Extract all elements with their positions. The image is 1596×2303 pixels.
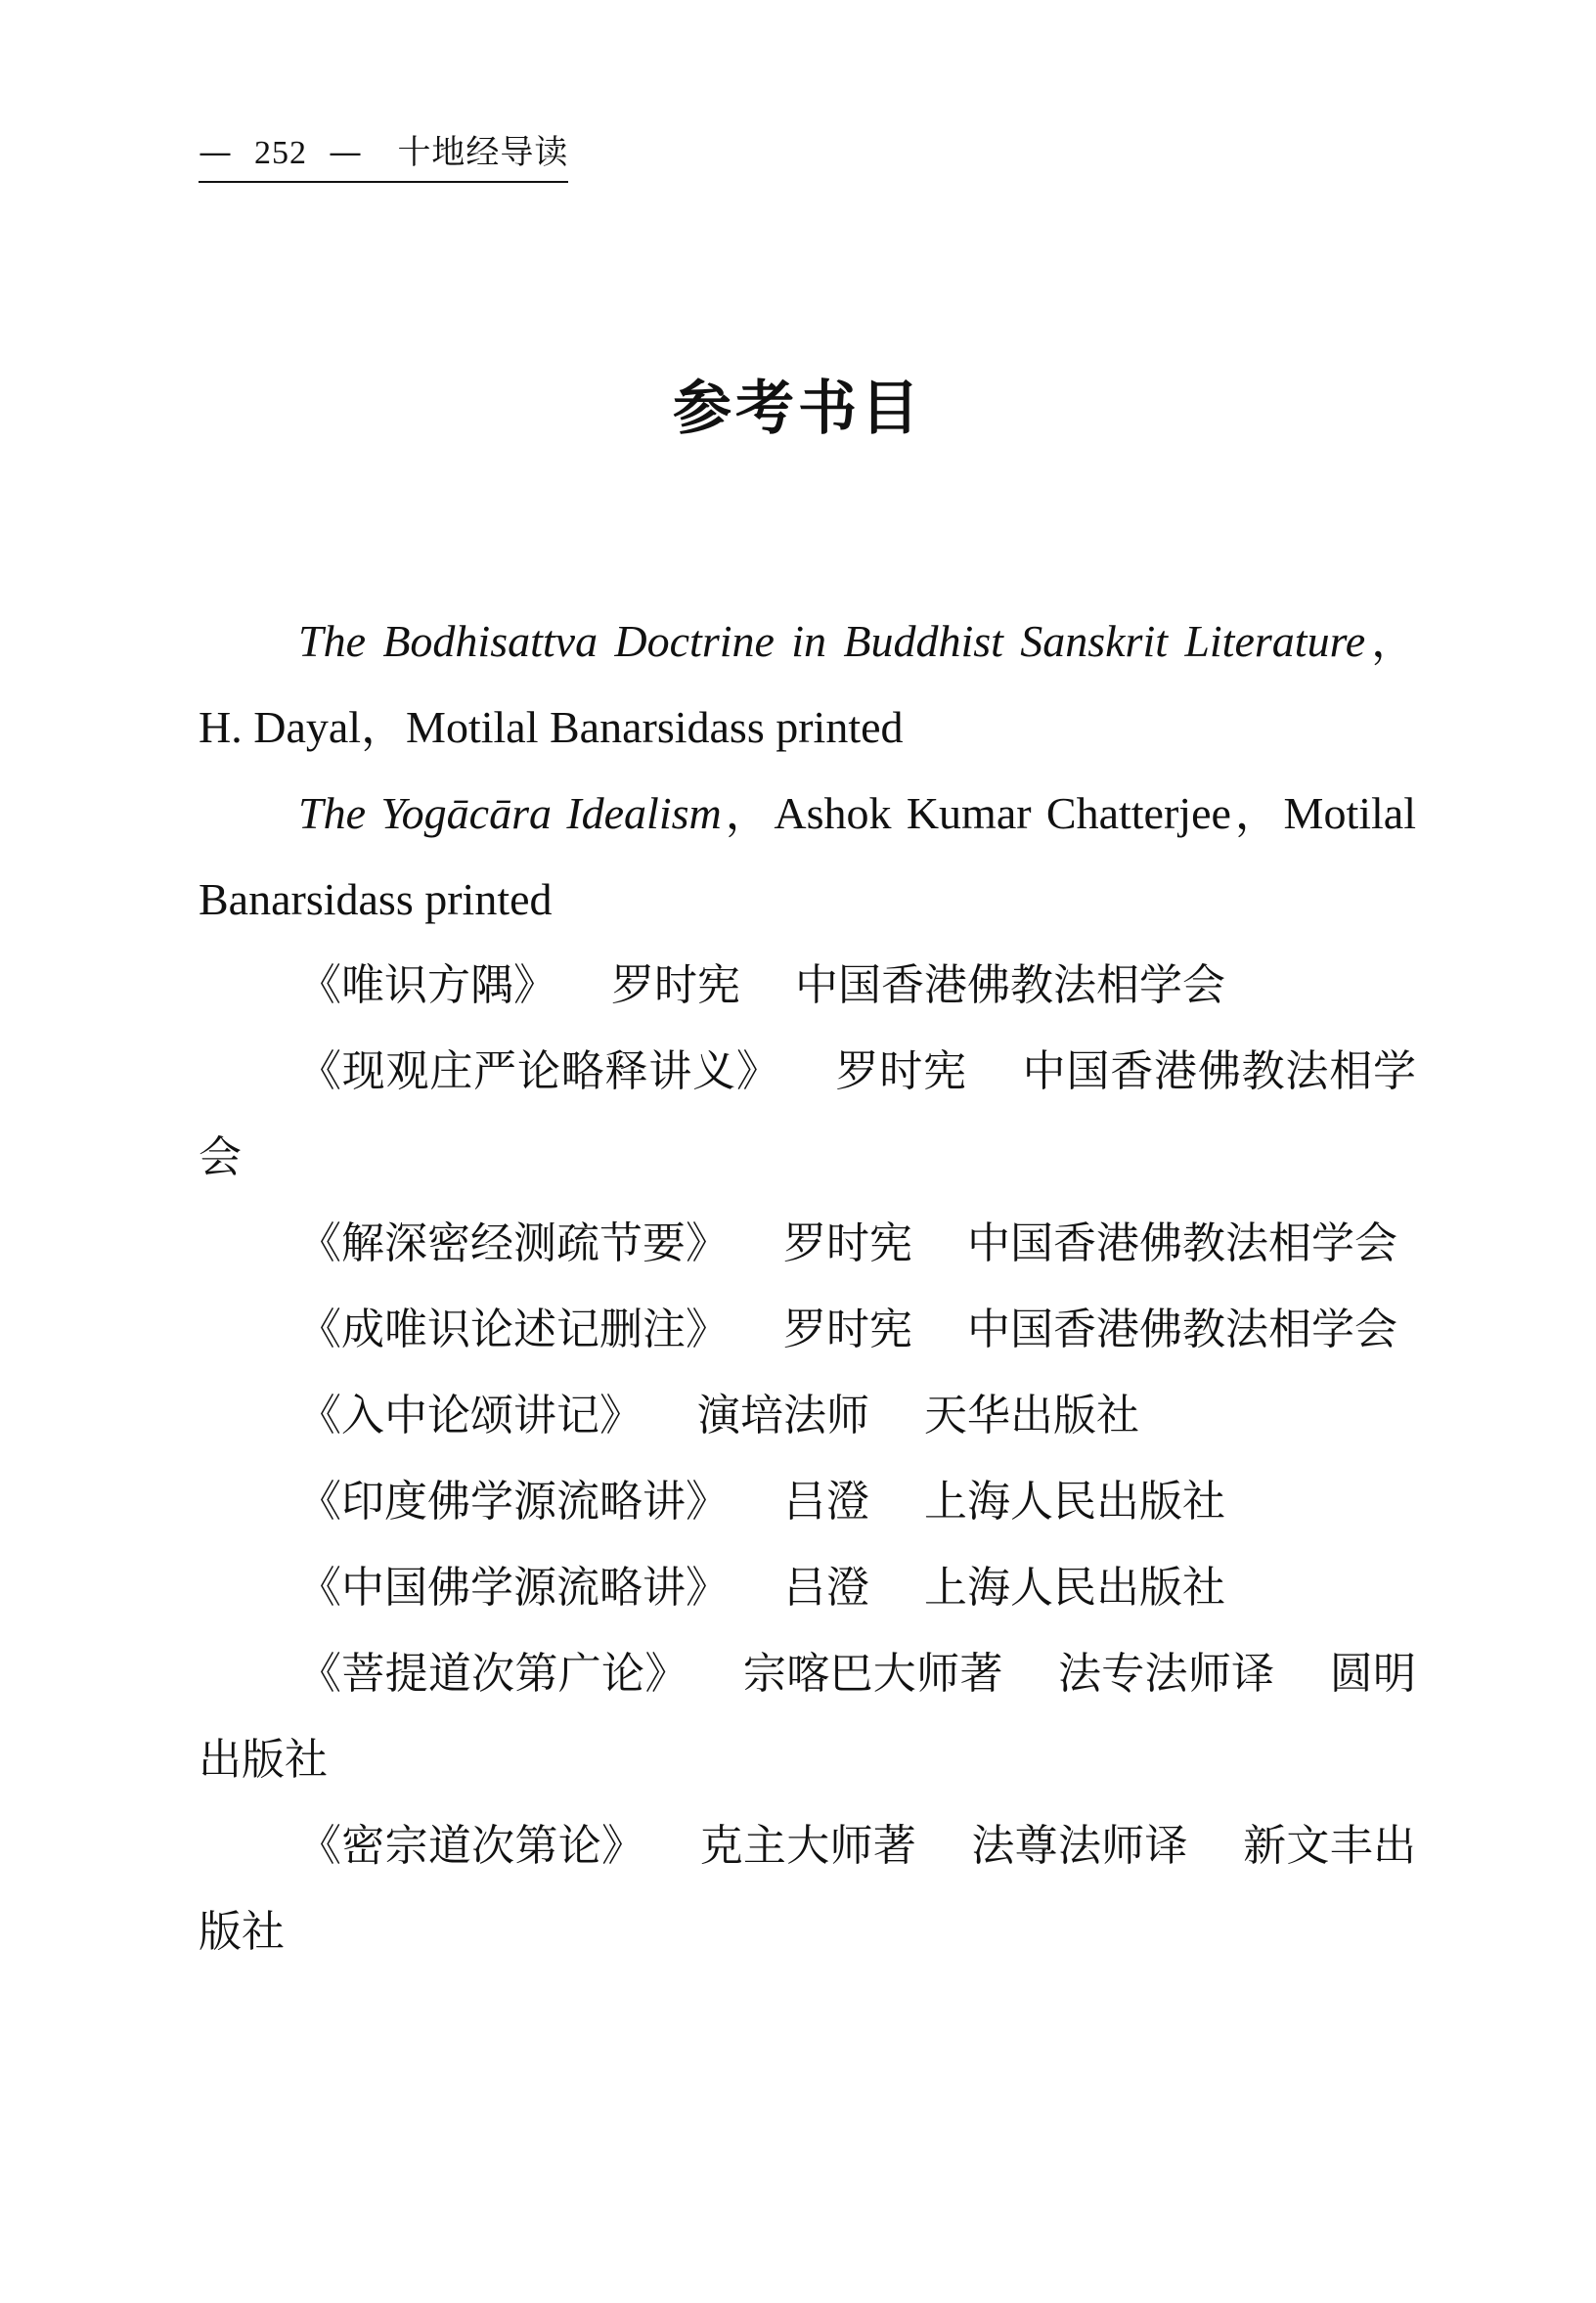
entry-author: 克主大师著: [699, 1821, 917, 1871]
entry-author: 罗时宪: [783, 1218, 912, 1268]
bibliography-entry: [199, 1201, 1416, 1287]
book-title: 十地经导读: [397, 133, 569, 172]
entry-details: ， H. Dayal，Motilal Banarsidass printed: [199, 616, 1417, 752]
bibliography-entry: [199, 1029, 1416, 1201]
entry-title: The Yogācāra Idealism: [298, 788, 722, 838]
bibliography-entry: [199, 943, 1416, 1029]
entry-author: 吕澄: [783, 1477, 869, 1527]
entry-publisher: 上海人民出版社: [924, 1477, 1225, 1527]
entry-title: 《中国佛学源流略讲》: [298, 1563, 729, 1613]
bibliography-entry: [199, 771, 1416, 943]
bibliography-list: [199, 598, 1416, 1975]
entry-author: 吕澄: [783, 1563, 869, 1613]
bibliography-entry: [199, 1459, 1416, 1545]
entry-author: 演培法师: [697, 1391, 869, 1440]
bibliography-entry: [199, 1373, 1416, 1459]
entry-title: 《密宗道次第论》: [298, 1821, 645, 1871]
header-dash-right: —: [329, 133, 363, 172]
bibliography-entry: [199, 598, 1416, 771]
running-header: [199, 129, 568, 183]
entry-translator: 法专法师译: [1057, 1649, 1275, 1699]
entry-publisher: 中国香港佛教法相学会: [795, 960, 1225, 1010]
entry-author: 罗时宪: [834, 1046, 967, 1096]
entry-publisher: 天华出版社: [924, 1391, 1139, 1440]
entry-translator: 法尊法师译: [971, 1821, 1188, 1871]
entry-publisher: 中国香港佛教法相学会: [967, 1305, 1397, 1354]
entry-publisher: 中国香港佛教法相学会: [967, 1218, 1397, 1268]
entry-title: 《唯识方隅》: [298, 960, 556, 1010]
entry-title: 《成唯识论述记删注》: [298, 1305, 729, 1354]
bibliography-entry: [199, 1803, 1416, 1975]
entry-title: The Bodhisattva Doctrine in Buddhist Sanskrit Literature: [298, 616, 1366, 666]
entry-title: 《解深密经测疏节要》: [298, 1218, 729, 1268]
entry-author: 罗时宪: [611, 960, 740, 1010]
page-number: 252: [254, 135, 307, 171]
header-dash-left: —: [199, 133, 233, 172]
entry-publisher: 圆明出版社: [199, 1649, 1417, 1785]
bibliography-entry: [199, 1545, 1416, 1631]
entry-details: ，Ashok Kumar Chatterjee，Motilal Banarsidass printed: [199, 788, 1416, 924]
entry-title: 《入中论颂讲记》: [298, 1391, 643, 1440]
entry-publisher: 中国香港佛教法相学会: [199, 1046, 1417, 1182]
entry-title: 《菩提道次第广论》: [298, 1649, 688, 1699]
section-title: 参考书目: [673, 375, 923, 443]
entry-publisher: 上海人民出版社: [924, 1563, 1225, 1613]
entry-author: 罗时宪: [783, 1305, 912, 1354]
entry-title: 《现观庄严论略释讲义》: [298, 1046, 780, 1096]
entry-author: 宗喀巴大师著: [742, 1649, 1003, 1699]
bibliography-entry: [199, 1287, 1416, 1373]
entry-publisher: 新文丰出版社: [199, 1821, 1417, 1957]
entry-title: 《印度佛学源流略讲》: [298, 1477, 729, 1527]
bibliography-entry: [199, 1631, 1416, 1803]
